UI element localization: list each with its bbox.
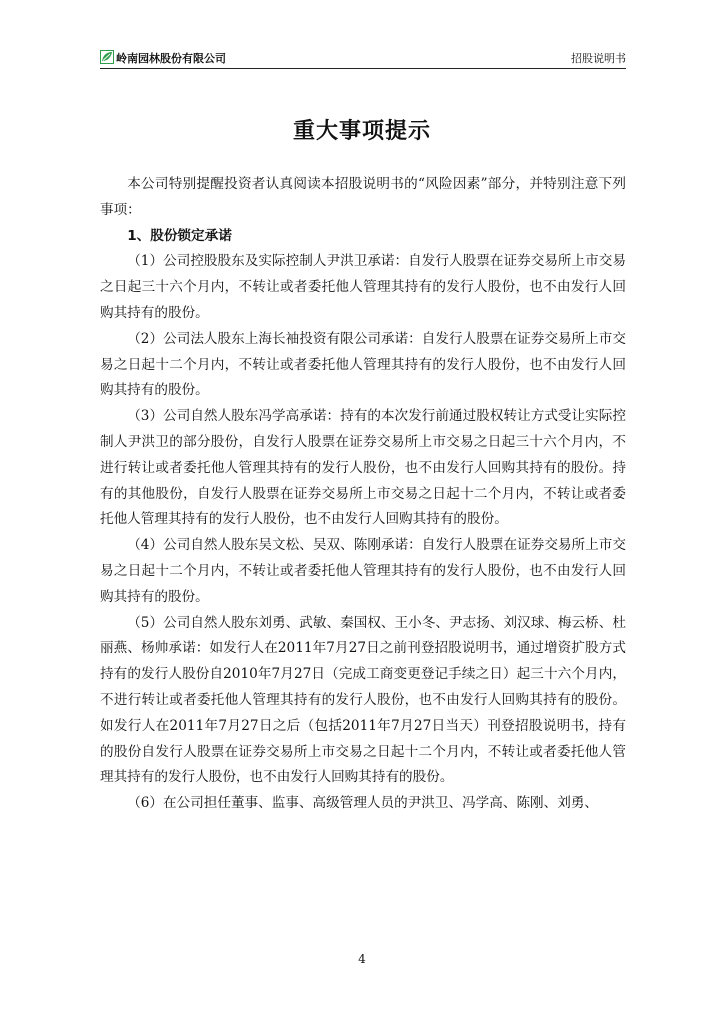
paragraph-5: （5）公司自然人股东刘勇、武敏、秦国权、王小冬、尹志扬、刘汉球、梅云桥、杜丽燕、杨帅承诺：如发行人在2011年7月27日之前刊登招股说明书，通过增资扩股方式持有的发行人股份自2010年7月27日（完成工商变更登记手续之日）起三十六个月内，不进行转让或者委托他人管理其持有的发行人股份，也不由发行人回购其持有的股份。如发行人在2011年7月27日之后（包括2011年7月27日当天）刊登招股说明书，持有的股份自发行人股票在证券交易所上市交易之日起十二个月内，不转让或者委托他人管理其持有的发行人股份，也不由发行人回购其持有的股份。 [100,614,626,786]
paragraph-3: （3）公司自然人股东冯学高承诺：持有的本次发行前通过股权转让方式受让实际控制人尹洪卫的部分股份，自发行人股票在证券交易所上市交易之日起三十六个月内，不进行转让或者委托他人管理其持有的发行人股份，也不由发行人回购其持有的股份。持有的其他股份，自发行人股票在证券交易所上市交易之日起十二个月内，不转让或者委托他人管理其持有的发行人股份，也不由发行人回购其持有的股份。 [100,408,626,528]
page-number: 4 [358,952,366,966]
paragraph-6: （6）在公司担任董事、监事、高级管理人员的尹洪卫、冯学高、陈刚、刘勇、 [127,795,599,812]
company-name: 岭南园林股份有限公司 [116,52,226,65]
paragraph-2: （2）公司法人股东上海长袖投资有限公司承诺：自发行人股票在证券交易所上市交易之日起十二个月内，不转让或者委托他人管理其持有的发行人股份，也不由发行人回购其持有的股份。 [100,330,626,399]
leaf-logo-icon [100,49,114,63]
section-heading: 1、股份锁定承诺 [127,227,232,244]
document-body [100,172,626,817]
page-title: 重大事项提示 [292,119,431,144]
page-header [100,46,626,69]
paragraph-1: （1）公司控股股东及实际控制人尹洪卫承诺：自发行人股票在证券交易所上市交易之日起三十六个月内，不转让或者委托他人管理其持有的发行人股份，也不由发行人回购其持有的股份。 [100,253,626,321]
intro-paragraph: 本公司特别提醒投资者认真阅读本招股说明书的“风险因素”部分，并特别注意下列事项： [100,176,626,218]
document-type: 招股说明书 [571,52,626,65]
paragraph-4: （4）公司自然人股东吴文松、吴双、陈刚承诺：自发行人股票在证券交易所上市交易之日起十二个月内，不转让或者委托他人管理其持有的发行人股份，也不由发行人回购其持有的股份。 [100,537,626,605]
